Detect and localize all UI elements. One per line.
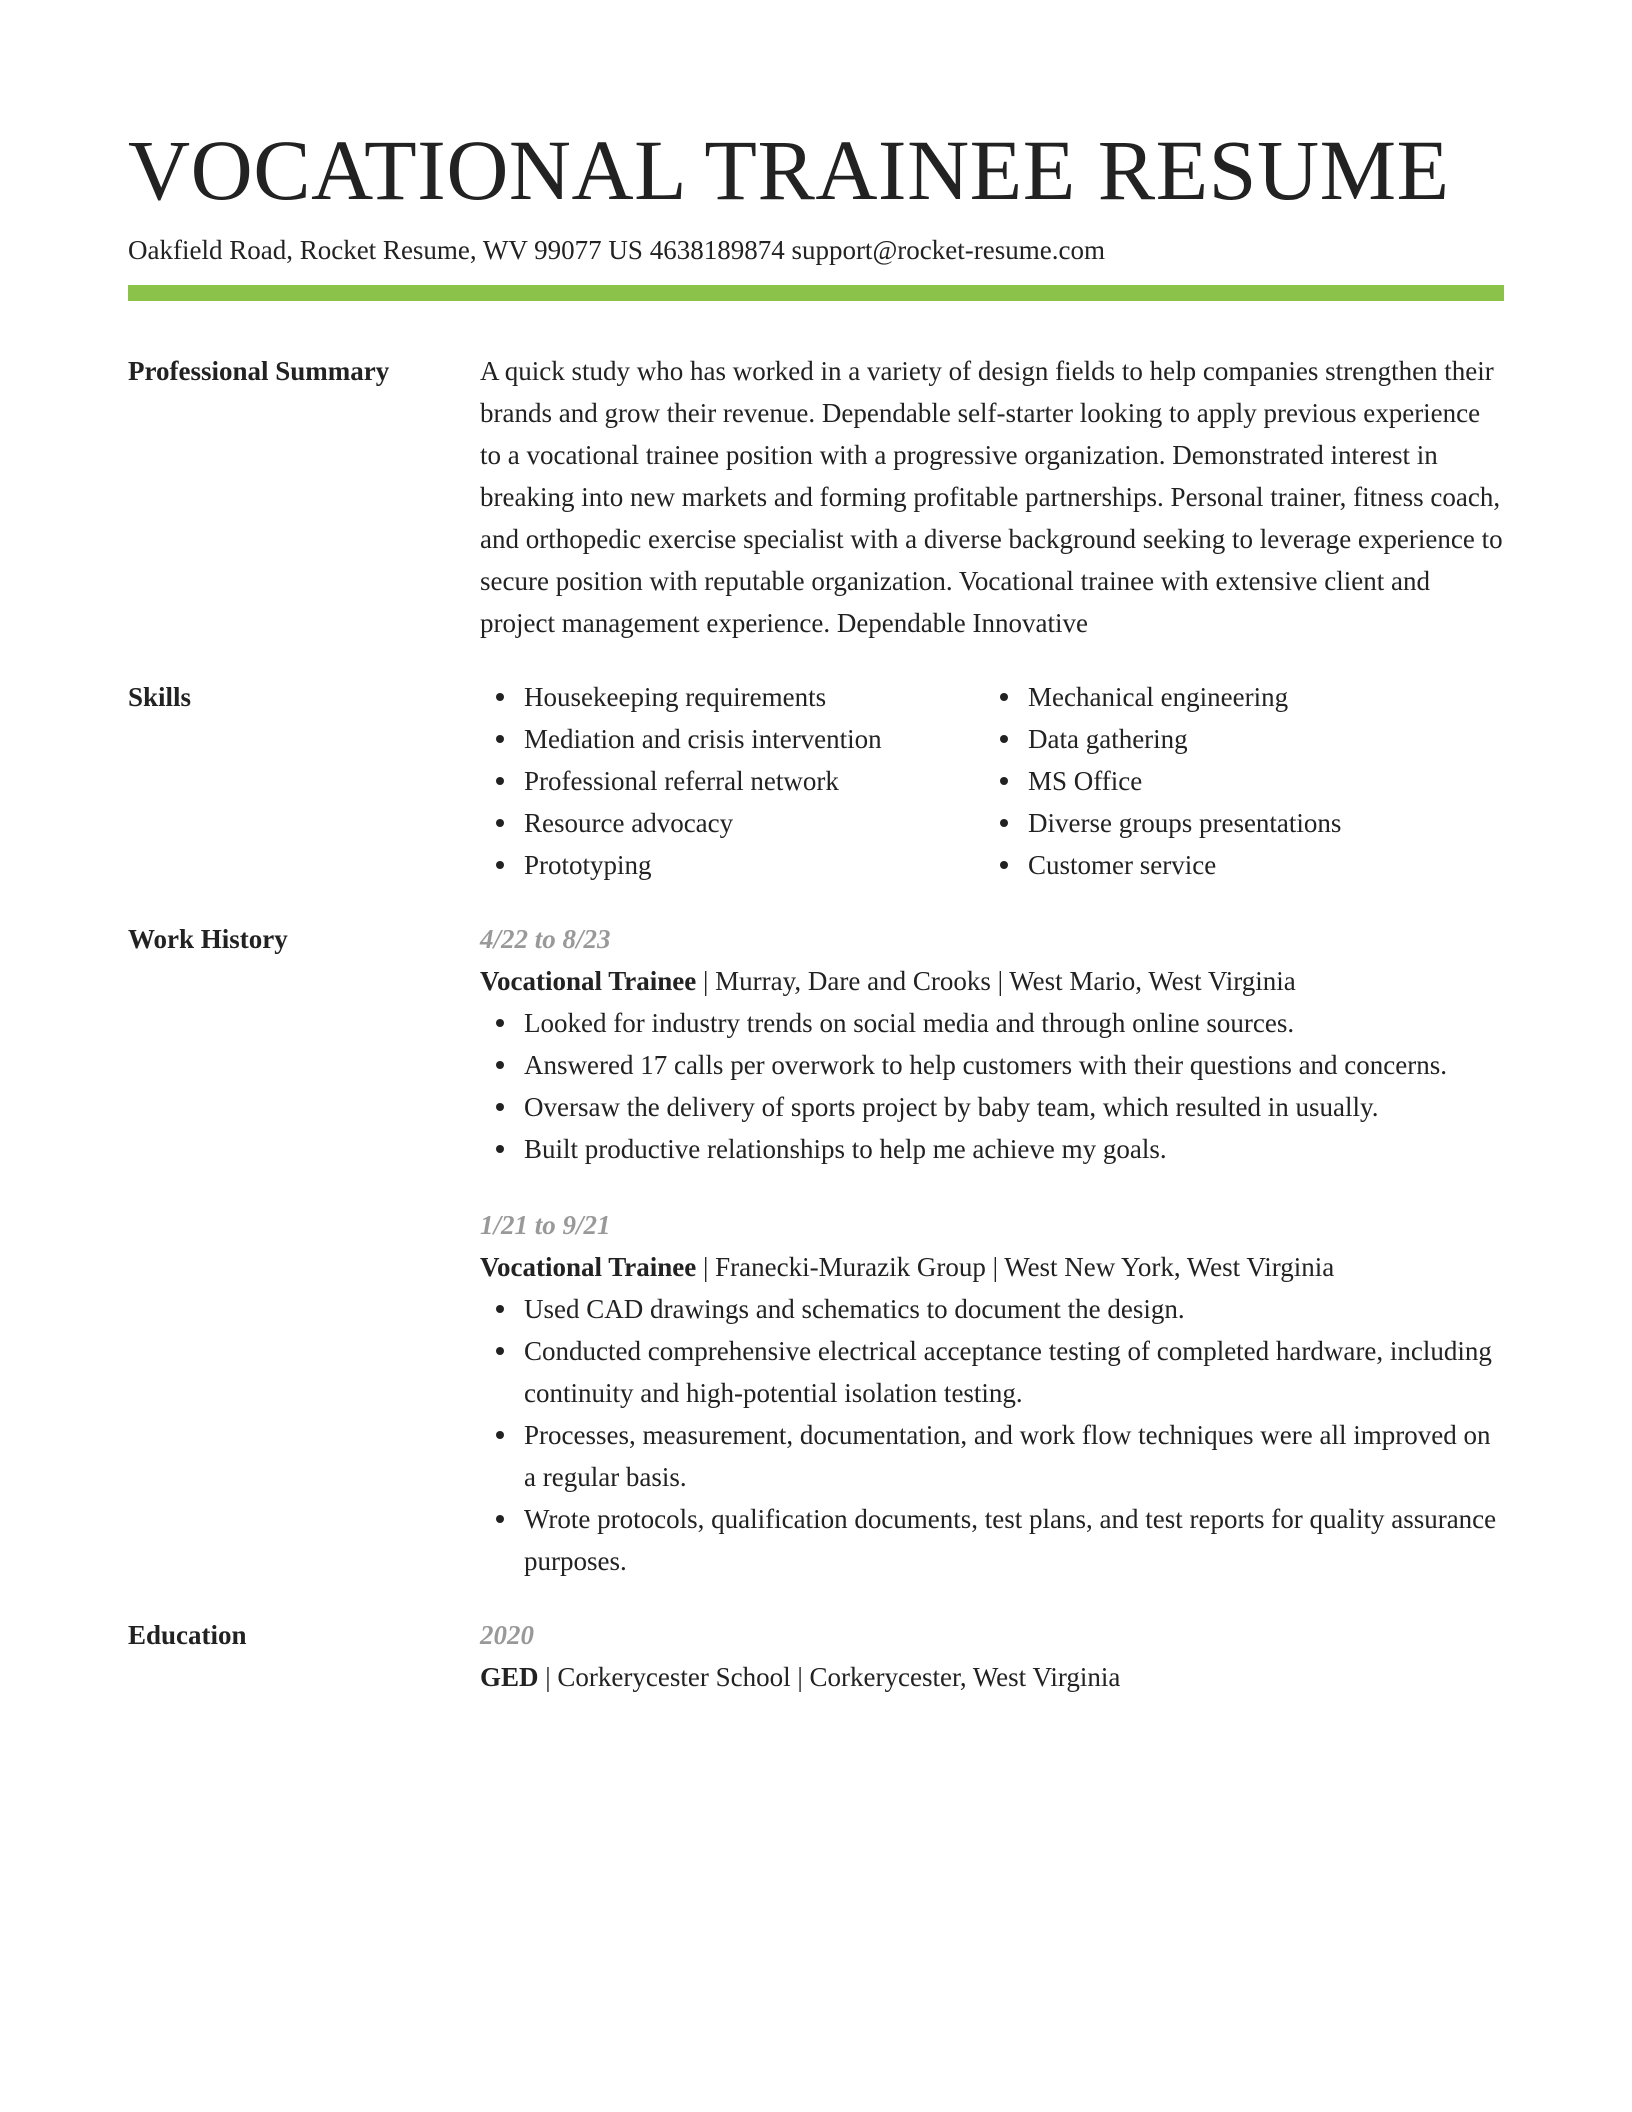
job-details: | Murray, Dare and Crooks | West Mario, West Virginia <box>696 966 1296 996</box>
job-entry <box>480 1204 1504 1582</box>
skill-item: Professional referral network <box>524 760 984 802</box>
skill-item: Mediation and crisis intervention <box>524 718 984 760</box>
summary-section <box>128 350 1504 644</box>
resume-title: VOCATIONAL TRAINEE RESUME <box>128 122 1450 218</box>
skill-item: Housekeeping requirements <box>524 676 984 718</box>
job-title: Vocational Trainee <box>480 966 697 996</box>
job-title: Vocational Trainee <box>480 1252 697 1282</box>
job-date: 4/22 to 8/23 <box>480 924 611 954</box>
job-entry <box>480 918 1504 1170</box>
education-section <box>128 1614 1504 1698</box>
accent-divider <box>128 285 1504 301</box>
skill-item: Resource advocacy <box>524 802 984 844</box>
education-date: 2020 <box>480 1620 534 1650</box>
skill-item: Diverse groups presentations <box>1028 802 1488 844</box>
skills-column-left <box>480 676 984 886</box>
skills-heading: Skills <box>128 682 192 712</box>
job-bullet: Built productive relationships to help me achieve my goals. <box>524 1128 1504 1170</box>
summary-heading: Professional Summary <box>128 356 390 386</box>
job-bullet: Conducted comprehensive electrical acceptance testing of completed hardware, including continuity and high-potential isolation testing. <box>524 1330 1504 1414</box>
education-heading: Education <box>128 1620 247 1650</box>
job-line <box>480 1246 1504 1288</box>
job-bullet: Processes, measurement, documentation, and work flow techniques were all improved on a regular basis. <box>524 1414 1504 1498</box>
job-bullet: Wrote protocols, qualification documents, test plans, and test reports for quality assurance purposes. <box>524 1498 1504 1582</box>
skill-item: MS Office <box>1028 760 1488 802</box>
education-details: | Corkerycester School | Corkerycester, West Virginia <box>538 1662 1121 1692</box>
work-history-section <box>128 918 1504 1582</box>
skill-item: Data gathering <box>1028 718 1488 760</box>
job-bullet: Used CAD drawings and schematics to document the design. <box>524 1288 1504 1330</box>
job-bullet: Answered 17 calls per overwork to help customers with their questions and concerns. <box>524 1044 1504 1086</box>
skills-section <box>128 676 1504 886</box>
job-date: 1/21 to 9/21 <box>480 1210 611 1240</box>
skill-item: Prototyping <box>524 844 984 886</box>
job-bullet: Looked for industry trends on social media and through online sources. <box>524 1002 1504 1044</box>
education-line <box>480 1656 1504 1698</box>
job-details: | Franecki-Murazik Group | West New York, West Virginia <box>696 1252 1335 1282</box>
job-bullet: Oversaw the delivery of sports project by baby team, which resulted in usually. <box>524 1086 1504 1128</box>
job-line <box>480 960 1504 1002</box>
skill-item: Mechanical engineering <box>1028 676 1488 718</box>
skill-item: Customer service <box>1028 844 1488 886</box>
contact-line: Oakfield Road, Rocket Resume, WV 99077 US 4638189874 support@rocket-resume.com <box>128 235 1105 265</box>
work-history-heading: Work History <box>128 924 288 954</box>
education-degree: GED <box>480 1662 539 1692</box>
summary-text: A quick study who has worked in a variety of design fields to help companies strengthen their brands and grow their revenue. Dependable self-starter looking to apply previous experience to a vocational trainee position with a progressive organization. Demonstrated interest in breaking into new markets and forming profitable partnerships. Personal trainer, fitness coach, and orthopedic exercise specialist with a diverse background seeking to leverage experience to secure position with reputable organization. Vocational trainee with extensive client and project management experience. Dependable Innovative <box>480 356 1503 638</box>
skills-column-right <box>984 676 1488 886</box>
